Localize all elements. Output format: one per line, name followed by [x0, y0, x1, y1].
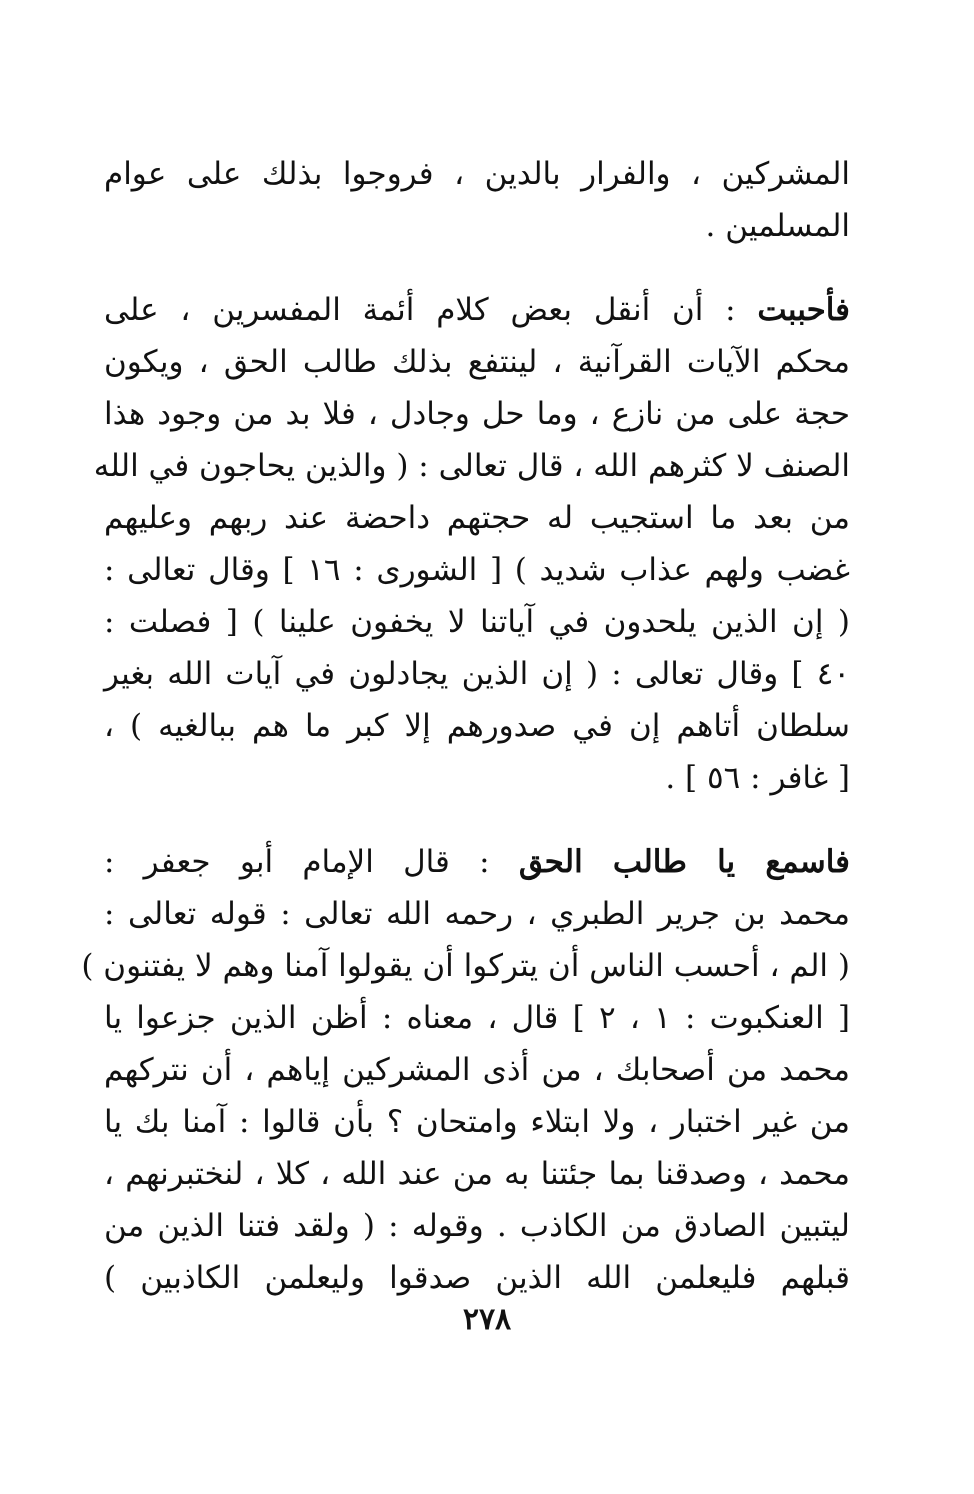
text-line: غضب ولهم عذاب شديد ) [ الشورى : ١٦ ] وقال تعالى :: [104, 552, 850, 588]
text-line: ليتبين الصادق من الكاذب . وقوله : ( ولقد فتنا الذين من: [104, 1208, 850, 1244]
text-line: محمد من أصحابك ، من أذى المشركين إياهم ، أن نتركهم: [104, 1052, 850, 1088]
text-line: من بعد ما استجيب له حجتهم داحضة عند ربهم وعليهم: [104, 500, 850, 536]
text-line: ( الم ، أحسب الناس أن يتركوا أن يقولوا آمنا وهم لا يفتنون ): [81, 948, 850, 984]
paragraph-3: [81, 836, 851, 1304]
page-number: ٢٧٨: [462, 1302, 512, 1337]
text-line: ( إن الذين يلحدون في آياتنا لا يخفون علينا ) [ فصلت :: [104, 604, 850, 640]
text-line: [ غافر : ٥٦ ] .: [665, 760, 850, 796]
text-line-rest: : أن أنقل بعض كلام أئمة المفسرين ، على: [104, 292, 758, 328]
page-body: [81, 148, 851, 1304]
text-line: سلطان أتاهم إن في صدورهم إلا كبر ما هم ببالغيه ) ،: [104, 708, 850, 744]
text-line: حجة على من نازع ، وما حل وجادل ، فلا بد من وجود هذا: [104, 396, 850, 432]
text-line-with-lead: [104, 836, 850, 888]
text-line-rest: : قال الإمام أبو جعفر :: [104, 844, 519, 880]
text-line: المشركين ، والفرار بالدين ، فروجوا بذلك على عوام: [104, 156, 850, 192]
text-line: قبلهم فليعلمن الله الذين صدقوا وليعلمن الكاذبين ): [104, 1260, 850, 1296]
text-line-with-lead: [104, 284, 850, 336]
text-line: المسلمين .: [705, 208, 850, 244]
text-line: [ العنكبوت : ١ ، ٢ ] قال ، معناه : أظن الذين جزعوا يا: [104, 1000, 851, 1036]
paragraph-2: [93, 284, 850, 804]
paragraph-1: [104, 148, 850, 252]
text-line: من غير اختبار ، ولا ابتلاء وامتحان ؟ بأن قالوا : آمنا بك يا: [104, 1104, 850, 1140]
paragraph-gap: [104, 252, 850, 284]
paragraph-gap: [104, 804, 850, 836]
text-line: الصنف لا كثرهم الله ، قال تعالى : ( والذين يحاجون في الله: [93, 448, 850, 484]
text-line: ٤٠ ] وقال تعالى : ( إن الذين يجادلون في آيات الله بغير: [104, 656, 850, 692]
text-line: محمد بن جرير الطبري ، رحمه الله تعالى : قوله تعالى :: [104, 896, 850, 932]
text-line: محكم الآيات القرآنية ، لينتفع بذلك طالب الحق ، ويكون: [104, 344, 850, 380]
lead-word: فأحببت: [757, 292, 850, 328]
lead-phrase: فاسمع يا طالب الحق: [518, 844, 850, 880]
text-line: محمد ، وصدقنا بما جئتنا به من عند الله ، كلا ، لنختبرنهم ،: [104, 1156, 850, 1192]
